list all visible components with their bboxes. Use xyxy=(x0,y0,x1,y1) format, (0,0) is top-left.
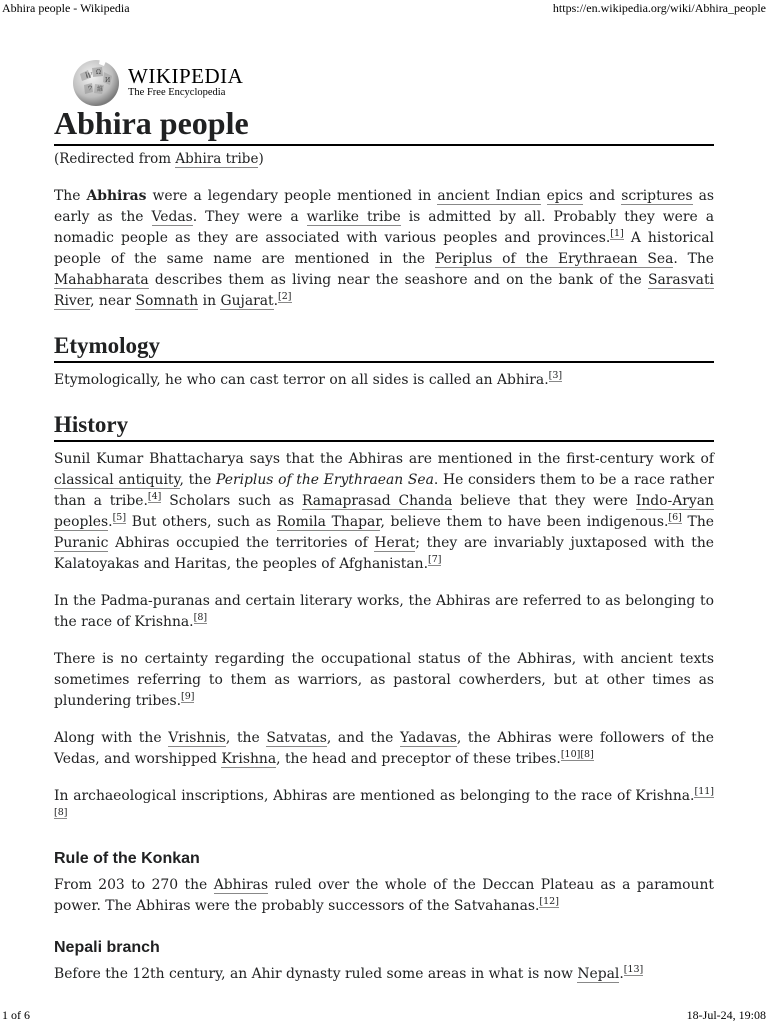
history-paragraph-3: There is no certainty regarding the occupational status of the Abhiras, with ancient texts sometimes referring to them as warriors, as pastoral cowherders, but at other times as plundering tribes.[9] xyxy=(54,651,714,709)
history-paragraph-1: Sunil Kumar Bhattacharya says that the Abhiras are mentioned in the first-century work of classical antiquity, the Periplus of the Erythraean Sea. He considers them to be a race rather than a tribe.[4] Scholars such as Ramaprasad Chanda believe that they were Indo-Aryan peoples.[5] But others, such as Romila Thapar, believe them to have been indigenous.[6] The Puranic Abhiras occupied the territories of Herat; they are invariably juxtaposed with the Kalatoyakas and Haritas, the peoples of Afghanistan.[7] xyxy=(54,451,714,572)
intro-paragraph: The Abhiras were a legendary people mentioned in ancient Indian epics and scriptures as early as the Vedas. They were a warlike tribe is admitted by all. Probably they were a nomadic people as they are associated with various peoples and provinces.[1] A historical people of the same name are mentioned in the Periplus of the Erythraean Sea. The Mahabharata describes them as living near the seashore and on the bank of the Sarasvati River, near Somnath in Gujarat.[2] xyxy=(54,188,715,309)
heading-history: History xyxy=(54,411,714,442)
history-paragraph-4: Along with the Vrishnis, the Satvatas, and the Yadavas, the Abhiras were followers of the Vedas, and worshipped Krishna, the head and preceptor of these tribes.[10][8] xyxy=(54,730,715,767)
print-header xyxy=(0,1,768,16)
ref-8-b[interactable]: [8] xyxy=(580,749,594,761)
ref-11[interactable]: [11] xyxy=(694,786,714,798)
svg-text:Ω: Ω xyxy=(96,69,101,76)
link-sarasvati-river[interactable]: Sarasvati River xyxy=(54,272,714,309)
link-herat[interactable]: Herat xyxy=(374,535,416,551)
link-nepal[interactable]: Nepal xyxy=(577,966,620,982)
article-content xyxy=(54,104,714,985)
heading-rule-of-the-konkan: Rule of the Konkan xyxy=(54,850,200,867)
link-krishna[interactable]: Krishna xyxy=(221,751,277,767)
link-abhiras[interactable]: Abhiras xyxy=(213,877,269,893)
heading-etymology: Etymology xyxy=(54,332,714,363)
redirect-link[interactable]: Abhira tribe xyxy=(175,151,259,167)
link-vrishnis[interactable]: Vrishnis xyxy=(168,730,226,746)
link-ancient-indian[interactable]: ancient Indian xyxy=(437,188,541,204)
link-gujarat[interactable]: Gujarat xyxy=(220,293,274,309)
print-page-counter: 1 of 6 xyxy=(2,1008,30,1022)
ref-5[interactable]: [5] xyxy=(112,512,127,524)
ref-8-c[interactable]: [8] xyxy=(54,807,68,819)
wordmark-title: WIKIPEDIA xyxy=(128,64,244,88)
link-mahabharata[interactable]: Mahabharata xyxy=(54,272,149,288)
history-paragraph-5: In archaeological inscriptions, Abhiras are mentioned as belonging to the race of Krishna.[11][8] xyxy=(54,786,714,819)
ref-9[interactable]: [9] xyxy=(181,691,195,703)
link-romila-thapar[interactable]: Romila Thapar xyxy=(276,514,381,530)
ref-12[interactable]: [12] xyxy=(539,896,559,908)
ref-1[interactable]: [1] xyxy=(610,228,624,240)
link-yadavas[interactable]: Yadavas xyxy=(400,730,457,746)
svg-text:И: И xyxy=(105,77,111,84)
ref-10[interactable]: [10] xyxy=(560,749,581,761)
ref-2[interactable]: [2] xyxy=(278,291,292,303)
heading-nepali-branch: Nepali branch xyxy=(54,939,160,956)
wordmark xyxy=(128,65,243,99)
link-puranic[interactable]: Puranic xyxy=(54,535,109,551)
ref-13[interactable]: [13] xyxy=(623,964,644,976)
redirect-notice: (Redirected from Abhira tribe) xyxy=(54,151,264,167)
konkan-paragraph: From 203 to 270 the Abhiras ruled over the whole of the Deccan Plateau as a paramount power. The Abhiras were the probably successors of the Satvahanas.[12] xyxy=(54,877,715,914)
history-paragraph-2: In the Padma-puranas and certain literary works, the Abhiras are referred to as belonging to the race of Krishna.[8] xyxy=(54,593,714,630)
wordmark-tagline: The Free Encyclopedia xyxy=(128,87,226,98)
ref-7[interactable]: [7] xyxy=(427,554,442,566)
print-url[interactable]: https://en.wikipedia.org/wiki/Abhira_people xyxy=(552,1,766,15)
svg-text:維: 維 xyxy=(97,86,104,93)
print-datetime: 18-Jul-24, 19:08 xyxy=(686,1008,766,1022)
link-warlike-tribe[interactable]: warlike tribe xyxy=(306,209,401,225)
etymology-paragraph: Etymologically, he who can cast terror on all sides is called an Abhira.[3] xyxy=(54,370,563,388)
link-ramaprasad-chanda[interactable]: Ramaprasad Chanda xyxy=(302,493,453,509)
page-title: Abhira people xyxy=(54,104,714,146)
link-satvatas[interactable]: Satvatas xyxy=(266,730,327,746)
ref-6[interactable]: [6] xyxy=(668,512,682,524)
nepali-paragraph: Before the 12th century, an Ahir dynasty ruled some areas in what is now Nepal.[13] xyxy=(54,964,644,982)
svg-text:ウ: ウ xyxy=(87,85,94,92)
link-epics[interactable]: epics xyxy=(546,188,584,204)
ref-8[interactable]: [8] xyxy=(193,612,208,624)
wikipedia-logo[interactable] xyxy=(70,56,243,108)
print-footer xyxy=(0,1008,768,1023)
link-classical-antiquity[interactable]: classical antiquity xyxy=(54,472,180,488)
link-somnath[interactable]: Somnath xyxy=(135,293,199,309)
ref-4[interactable]: [4] xyxy=(147,491,162,503)
print-tab-title: Abhira people - Wikipedia xyxy=(2,1,130,15)
link-indo-aryan-peoples[interactable]: Indo-Aryan peoples xyxy=(54,493,714,530)
link-scriptures[interactable]: scriptures xyxy=(621,188,693,204)
link-periplus[interactable]: Periplus of the Erythraean Sea xyxy=(434,251,674,267)
ref-3[interactable]: [3] xyxy=(548,370,563,382)
wikipedia-globe-icon xyxy=(70,56,122,108)
svg-text:W: W xyxy=(85,72,93,80)
link-vedas[interactable]: Vedas xyxy=(151,209,193,225)
